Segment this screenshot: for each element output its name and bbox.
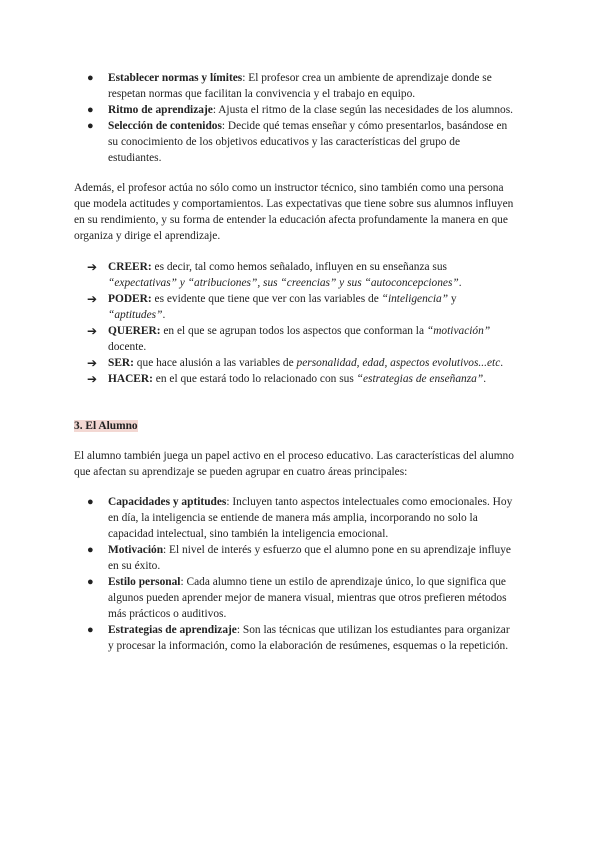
teacher-functions-list — [74, 70, 514, 166]
list-item — [74, 355, 514, 371]
student-characteristics-list — [74, 494, 514, 654]
item-end: . — [500, 357, 504, 369]
paragraph-teacher-role: Además, el profesor actúa no sólo como un instructor técnico, sino también como una persona que modela actitudes y comportamientos. Las expectativas que tiene sobre sus alumnos influyen en su rendimiento, y su forma de entender la educación afecta profundamente la manera en que organiza y dirige el aprendizaje. — [74, 182, 514, 242]
item-term: Establecer normas y límites — [108, 72, 243, 84]
item-text: : Decide qué temas enseñar y cómo presentarlos, basándose en su conocimiento de los objetivos educativos y las características del grupo de estudiantes. — [108, 120, 508, 164]
list-item — [74, 118, 514, 166]
list-item — [74, 291, 514, 323]
item-text: : El profesor crea un ambiente de aprendizaje donde se respetan normas que facilitan la convivencia y el trabajo en equipo. — [108, 72, 492, 100]
bullet-icon: ● — [87, 104, 94, 116]
list-item — [74, 542, 514, 574]
item-term: Capacidades y aptitudes — [108, 496, 227, 508]
item-text: en el que estará todo lo relacionado con sus — [152, 373, 357, 385]
item-end: . — [162, 309, 166, 321]
bullet-icon: ● — [87, 544, 94, 556]
item-text: : Son las técnicas que utilizan los estudiantes para organizar y procesar la información, como la elaboración de resúmenes, esquemas o la repetición. — [108, 624, 510, 652]
item-text: : Cada alumno tiene un estilo de aprendizaje único, lo que significa que algunos pueden aprender mejor de manera visual, mientras que otros prefieren métodos más prácticos o auditivos. — [108, 576, 507, 620]
item-italic: personalidad, edad, aspectos evolutivos...etc — [296, 357, 501, 369]
item-italic: “aptitudes” — [108, 309, 163, 321]
list-item — [74, 574, 514, 622]
item-term: CREER: — [108, 261, 152, 273]
item-term: Ritmo de aprendizaje — [108, 104, 213, 116]
item-text: en el que se agrupan todos los aspectos que conforman la — [160, 325, 427, 337]
item-text: es decir, tal como hemos señalado, influyen en su enseñanza sus — [151, 261, 447, 273]
arrow-icon: ➔ — [87, 372, 98, 386]
item-term: QUERER: — [108, 325, 161, 337]
item-end: docente. — [108, 341, 147, 353]
item-term: PODER: — [108, 293, 152, 305]
bullet-icon: ● — [87, 496, 94, 508]
section-heading-text: 3. El Alumno — [74, 420, 138, 432]
arrow-icon: ➔ — [87, 324, 98, 338]
item-text: que hace alusión a las variables de — [133, 357, 297, 369]
item-text: : El nivel de interés y esfuerzo que el alumno pone en su aprendizaje influye en su éxito. — [108, 544, 511, 572]
item-term: Selección de contenidos — [108, 120, 222, 132]
list-item — [74, 323, 514, 355]
item-term: SER: — [108, 357, 134, 369]
item-term: Estilo personal — [108, 576, 181, 588]
bullet-icon: ● — [87, 72, 94, 84]
section-heading — [74, 418, 514, 434]
item-text: es evidente que tiene que ver con las variables de — [151, 293, 382, 305]
item-italic: “estrategias de enseñanza” — [356, 373, 484, 385]
teacher-dimensions-list — [74, 259, 514, 387]
list-item — [74, 70, 514, 102]
item-end: . — [483, 373, 487, 385]
item-italic: “inteligencia” — [381, 293, 449, 305]
list-item — [74, 494, 514, 542]
item-text: : Ajusta el ritmo de la clase según las necesidades de los alumnos. — [212, 104, 514, 116]
item-italic: “motivación” — [426, 325, 491, 337]
list-item — [74, 371, 514, 387]
item-term: Estrategias de aprendizaje — [108, 624, 237, 636]
item-term: HACER: — [108, 373, 153, 385]
arrow-icon: ➔ — [87, 356, 98, 370]
bullet-icon: ● — [87, 120, 94, 132]
item-italic: “expectativas” y “atribuciones”, sus “creencias” y sus “autoconcepciones” — [108, 277, 459, 289]
bullet-icon: ● — [87, 576, 94, 588]
paragraph-student-intro: El alumno también juega un papel activo en el proceso educativo. Las características del alumno que afectan su aprendizaje se pueden agrupar en cuatro áreas principales: — [74, 450, 514, 478]
item-text: : Incluyen tanto aspectos intelectuales como emocionales. Hoy en día, la inteligencia se entiende de manera más amplia, incorporando no solo la capacidad intelectual, sino también la inteligencia emocional. — [108, 496, 513, 540]
item-end: . — [458, 277, 462, 289]
list-item — [74, 102, 514, 118]
item-term: Motivación — [108, 544, 164, 556]
arrow-icon: ➔ — [87, 292, 98, 306]
list-item — [74, 259, 514, 291]
bullet-icon: ● — [87, 624, 94, 636]
item-text: y — [448, 293, 457, 305]
list-item — [74, 622, 514, 654]
arrow-icon: ➔ — [87, 260, 98, 274]
